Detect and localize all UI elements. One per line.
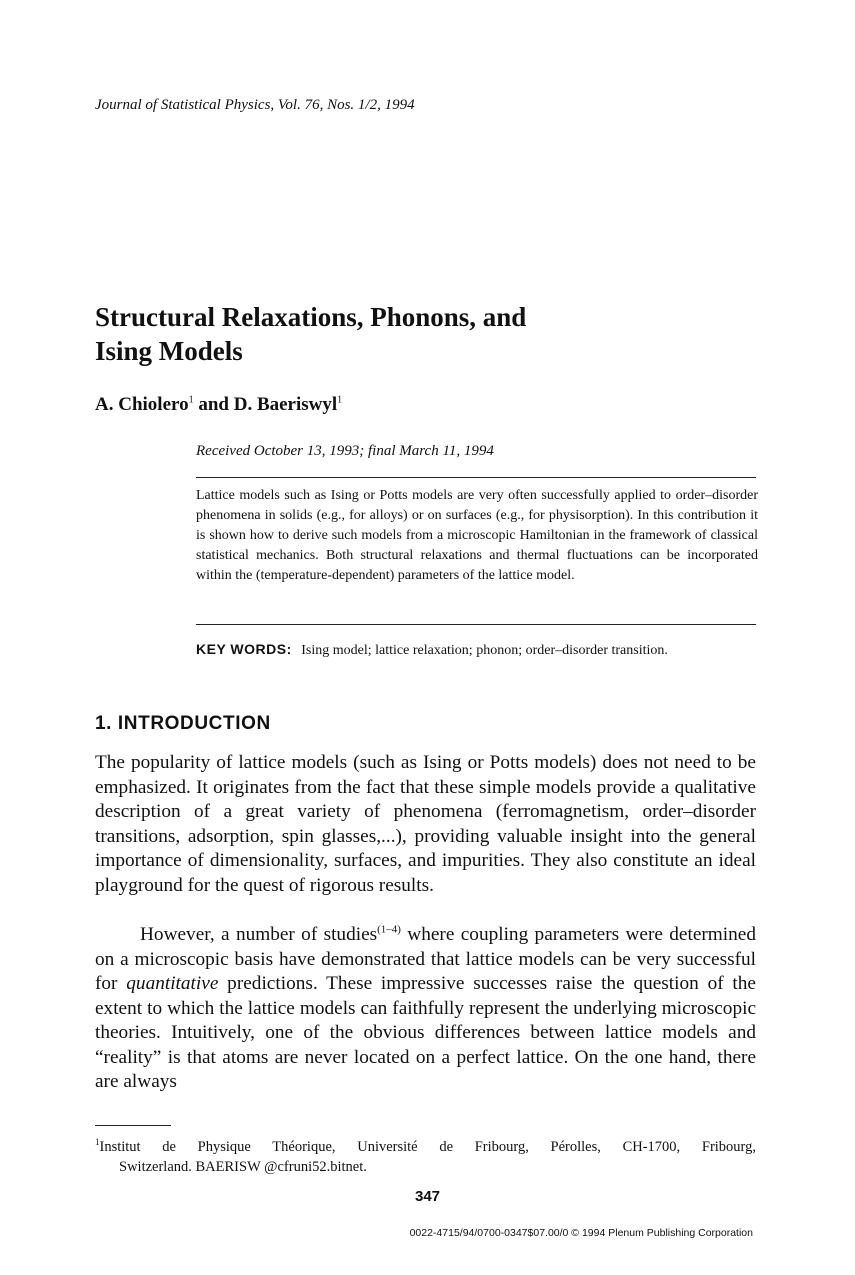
author-name: A. Chiolero xyxy=(95,394,189,415)
paragraph xyxy=(95,923,756,1095)
title-line-1: Structural Relaxations, Phonons, and xyxy=(95,302,527,332)
affiliation-mark: 1 xyxy=(188,394,194,406)
section-heading: 1. INTRODUCTION xyxy=(95,713,271,734)
keywords-list: Ising model; lattice relaxation; phonon; order–disorder transition. xyxy=(301,643,668,658)
citation: (1–4) xyxy=(377,923,401,936)
text-run: where coupling parameters were determined on a microscopic basis have demonstrated that lattice models can be very successful for xyxy=(95,924,756,994)
abstract-top-rule xyxy=(196,477,756,478)
text-run: predictions. These impressive successes raise the question of the extent to which the lattice models can faithfully represent the underlying microscopic theories. Intuitively, one of the obvious differences between lattice models and “reality” is that atoms are never located on a perfect lattice. On the one hand, there are always xyxy=(95,973,756,1092)
emphasis: quantitative xyxy=(126,973,219,994)
author-conjunction: and xyxy=(193,394,234,415)
text-run: However, a number of studies xyxy=(140,924,378,945)
footnote-affiliation: Institut de Physique Théorique, Université de Fribourg, Pérolles, CH-1700, Fribourg, xyxy=(99,1139,756,1155)
journal-citation: Journal of Statistical Physics, Vol. 76, Nos. 1/2, 1994 xyxy=(95,97,415,113)
authors xyxy=(95,394,342,416)
affiliation-mark: 1 xyxy=(337,394,343,406)
footnote-mark: 1 xyxy=(95,1137,100,1148)
footnote-line: Switzerland. BAERISW @cfruni52.bitnet. xyxy=(119,1159,367,1175)
page-number: 347 xyxy=(414,1188,441,1205)
footnote xyxy=(95,1137,756,1177)
title-line-2: Ising Models xyxy=(95,336,243,366)
keywords xyxy=(196,639,758,661)
keywords-label: KEY WORDS: xyxy=(196,641,292,657)
abstract: Lattice models such as Ising or Potts models are very often successfully applied to order–disorder phenomena in solids (e.g., for alloys) or on surfaces (e.g., for physisorption). In this contribution it is shown how to derive such models from a microscopic Hamiltonian in the framework of classical statistical mechanics. Both structural relaxations and thermal fluctuations can be incorporated within the (temperature-dependent) parameters of the lattice model. xyxy=(196,488,758,583)
footnote-line xyxy=(95,1137,756,1157)
abstract-bottom-rule xyxy=(196,624,756,625)
copyright-line: 0022-4715/94/0700-0347$07.00/0 © 1994 Plenum Publishing Corporation xyxy=(409,1227,753,1239)
article-title xyxy=(95,300,526,368)
footnote-rule xyxy=(95,1125,171,1126)
paragraph: The popularity of lattice models (such as Ising or Potts models) does not need to be emphasized. It originates from the fact that these simple models provide a qualitative description of a great variety of phenomena (ferromagnetism, order–disorder transitions, adsorption, spin glasses,...), providing valuable insight into the general importance of dimensionality, surfaces, and impurities. They also constitute an ideal playground for the quest of rigorous results. xyxy=(95,752,756,896)
author-name: D. Baeriswyl xyxy=(233,394,338,415)
received-dates: Received October 13, 1993; final March 11, 1994 xyxy=(196,443,494,459)
